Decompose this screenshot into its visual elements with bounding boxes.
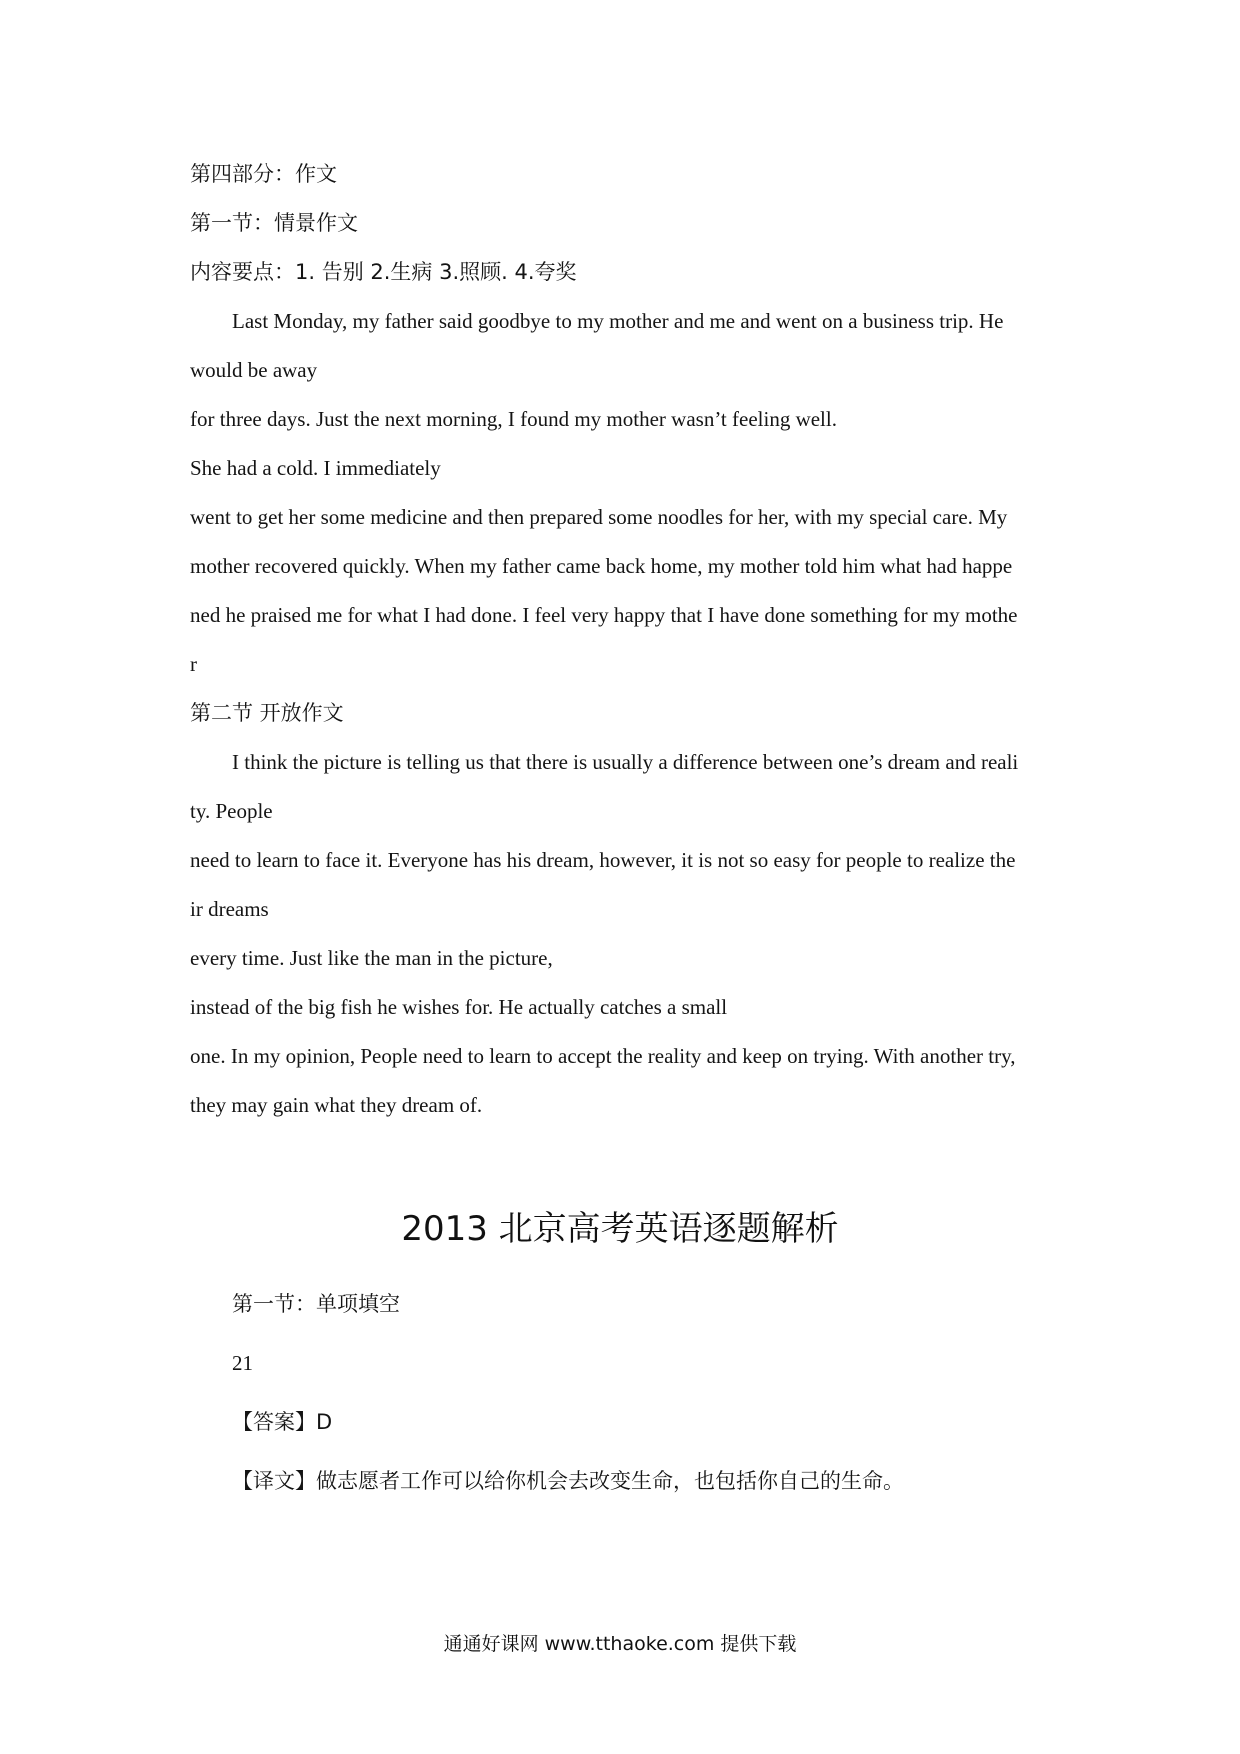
- essay1-line: ned he praised me for what I had done. I feel very happy that I have done something for my mothe: [190, 603, 1018, 627]
- section1-heading: 第一节：情景作文: [190, 211, 358, 235]
- translation-line: 【译文】做志愿者工作可以给你机会去改变生命，也包括你自己的生命。: [232, 1469, 904, 1493]
- essay2-line: ty. People: [190, 799, 273, 823]
- essay2-line: ir dreams: [190, 897, 269, 921]
- essay1-line: went to get her some medicine and then prepared some noodles for her, with my special care. My: [190, 505, 1008, 529]
- key-points: 内容要点：1. 告别 2.生病 3.照顾. 4.夸奖: [190, 260, 577, 284]
- essay2-line: I think the picture is telling us that there is usually a difference between one’s dream and reali: [232, 750, 1019, 774]
- essay2-line: they may gain what they dream of.: [190, 1093, 483, 1117]
- answer-line: 【答案】D: [232, 1410, 333, 1434]
- essay1-line: She had a cold. I immediately: [190, 456, 441, 480]
- analysis-section-heading: 第一节：单项填空: [232, 1292, 400, 1316]
- section2-heading: 第二节 开放作文: [190, 701, 344, 725]
- essay2-line: need to learn to face it. Everyone has his dream, however, it is not so easy for people to realize the: [190, 848, 1016, 872]
- essay1-line: Last Monday, my father said goodbye to my mother and me and went on a business trip. He: [232, 309, 1004, 333]
- essay1-line: r: [190, 652, 197, 676]
- essay1-line: mother recovered quickly. When my father came back home, my mother told him what had happe: [190, 554, 1013, 578]
- page-footer: 通通好课网 www.tthaoke.com 提供下载: [443, 1633, 797, 1655]
- part-heading: 第四部分：作文: [190, 162, 337, 186]
- essay2-line: every time. Just like the man in the picture,: [190, 946, 553, 970]
- essay1-line: for three days. Just the next morning, I found my mother wasn’t feeling well.: [190, 407, 837, 431]
- analysis-title: 2013 北京高考英语逐题解析: [401, 1209, 839, 1249]
- question-number: 21: [232, 1351, 253, 1375]
- essay2-line: one. In my opinion, People need to learn to accept the reality and keep on trying. With another try,: [190, 1044, 1016, 1068]
- essay1-line: would be away: [190, 358, 318, 382]
- essay2-line: instead of the big fish he wishes for. He actually catches a small: [190, 995, 728, 1019]
